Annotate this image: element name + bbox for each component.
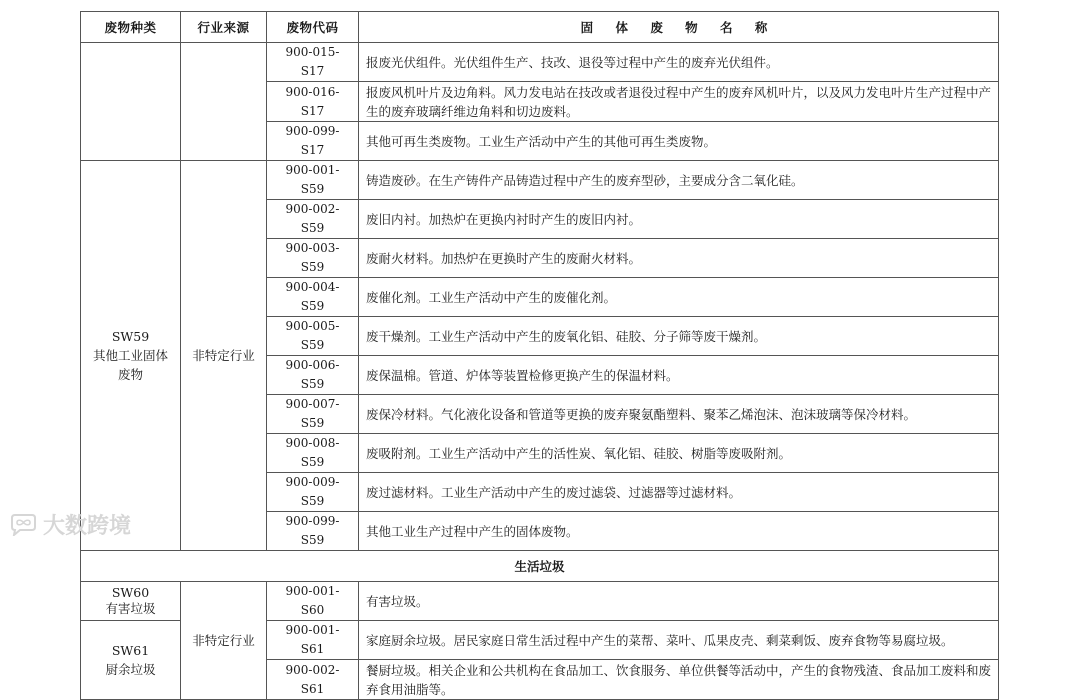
waste-description: 其他工业生产过程中产生的固体废物。 xyxy=(359,512,999,551)
waste-code: 900-007-S59 xyxy=(267,395,359,434)
category-cell-sw59 xyxy=(81,161,181,551)
industry-cell: 非特定行业 xyxy=(181,161,267,551)
waste-description: 报废光伏组件。光伏组件生产、技改、退役等过程中产生的废弃光伏组件。 xyxy=(359,43,999,82)
industry-cell: 非特定行业 xyxy=(181,582,267,700)
waste-description: 废保温棉。管道、炉体等装置检修更换产生的保温材料。 xyxy=(359,356,999,395)
category-code: SW59 xyxy=(111,329,150,344)
waste-description: 废吸附剂。工业生产活动中产生的活性炭、氧化铝、硅胶、树脂等废吸附剂。 xyxy=(359,434,999,473)
category-name: 有害垃圾 xyxy=(105,601,156,616)
waste-description: 其他可再生类废物。工业生产活动中产生的其他可再生类废物。 xyxy=(359,122,999,161)
waste-code: 900-008-S59 xyxy=(267,434,359,473)
table-row xyxy=(81,43,999,82)
category-cell-sw61 xyxy=(81,621,181,700)
waste-code: 900-099-S59 xyxy=(267,512,359,551)
waste-code: 900-006-S59 xyxy=(267,356,359,395)
waste-description: 有害垃圾。 xyxy=(359,582,999,621)
waste-description: 废干燥剂。工业生产活动中产生的废氧化铝、硅胶、分子筛等废干燥剂。 xyxy=(359,317,999,356)
waste-description: 报废风机叶片及边角料。风力发电站在技改或者退役过程中产生的废弃风机叶片，以及风力发电叶片生产过程中产生的废弃玻璃纤维边角料和切边废料。 xyxy=(359,82,999,122)
waste-code: 900-001-S61 xyxy=(267,621,359,660)
category-code: SW60 xyxy=(111,585,150,600)
waste-description: 废催化剂。工业生产活动中产生的废催化剂。 xyxy=(359,278,999,317)
waste-code: 900-001-S60 xyxy=(267,582,359,621)
waste-description: 废耐火材料。加热炉在更换时产生的废耐火材料。 xyxy=(359,239,999,278)
category-name: 厨余垃圾 xyxy=(105,662,156,677)
waste-description: 废旧内衬。加热炉在更换内衬时产生的废旧内衬。 xyxy=(359,200,999,239)
waste-code: 900-003-S59 xyxy=(267,239,359,278)
waste-code: 900-016-S17 xyxy=(267,82,359,122)
table-row xyxy=(81,161,999,200)
watermark-text: 大数跨境 xyxy=(43,514,132,539)
table-row xyxy=(81,582,999,621)
industry-cell-empty xyxy=(181,43,267,161)
waste-description: 餐厨垃圾。相关企业和公共机构在食品加工、饮食服务、单位供餐等活动中，产生的食物残渣、食品加工废料和废弃食用油脂等。 xyxy=(359,660,999,700)
category-code: SW61 xyxy=(111,643,150,658)
waste-code: 900-004-S59 xyxy=(267,278,359,317)
solid-waste-table xyxy=(80,11,999,700)
waste-description: 铸造废砂。在生产铸件产品铸造过程中产生的废弃型砂，主要成分含二氧化硅。 xyxy=(359,161,999,200)
section-title: 生活垃圾 xyxy=(81,551,999,582)
watermark xyxy=(8,509,131,540)
category-cell-sw60 xyxy=(81,582,181,621)
waste-code: 900-005-S59 xyxy=(267,317,359,356)
header-category: 废物种类 xyxy=(81,12,181,43)
speech-bubble-infinity-icon xyxy=(8,514,38,536)
category-name: 其他工业固体废物 xyxy=(92,348,168,382)
waste-code: 900-015-S17 xyxy=(267,43,359,82)
waste-code: 900-009-S59 xyxy=(267,473,359,512)
section-row xyxy=(81,551,999,582)
waste-code: 900-001-S59 xyxy=(267,161,359,200)
header-code: 废物代码 xyxy=(267,12,359,43)
header-industry: 行业来源 xyxy=(181,12,267,43)
waste-description: 家庭厨余垃圾。居民家庭日常生活过程中产生的菜帮、菜叶、瓜果皮壳、剩菜剩饭、废弃食物等易腐垃圾。 xyxy=(359,621,999,660)
waste-description: 废保冷材料。气化液化设备和管道等更换的废弃聚氨酯塑料、聚苯乙烯泡沫、泡沫玻璃等保冷材料。 xyxy=(359,395,999,434)
waste-code: 900-099-S17 xyxy=(267,122,359,161)
header-name: 固 体 废 物 名 称 xyxy=(359,12,999,43)
waste-code: 900-002-S61 xyxy=(267,660,359,700)
category-cell-empty xyxy=(81,43,181,161)
waste-code: 900-002-S59 xyxy=(267,200,359,239)
waste-description: 废过滤材料。工业生产活动中产生的废过滤袋、过滤器等过滤材料。 xyxy=(359,473,999,512)
table-header-row xyxy=(81,12,999,43)
